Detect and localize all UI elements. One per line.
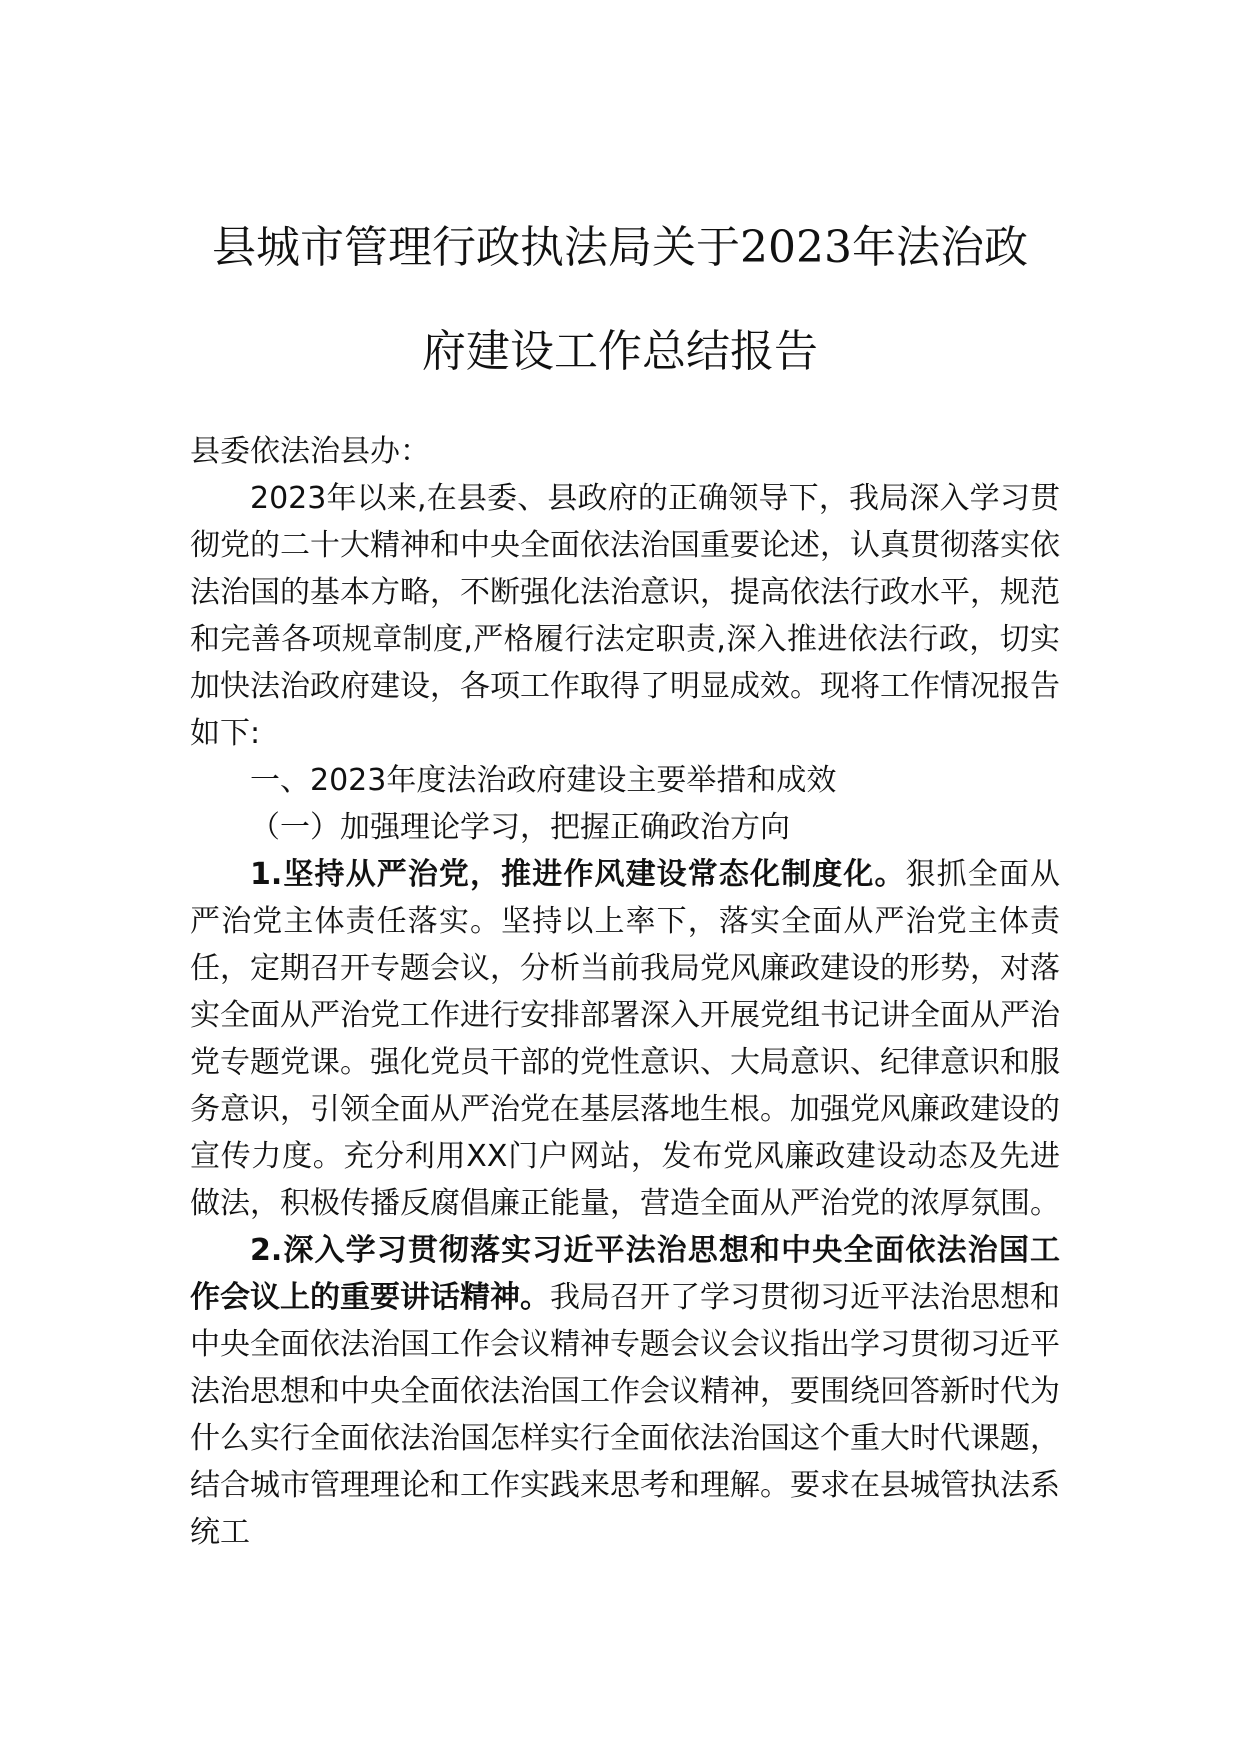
item-2-lead: 2.深入学习贯彻落实习近平法治思想和中央全面依法治国工作会议上的重要讲话精神。 bbox=[190, 1233, 1060, 1315]
item-2-paragraph bbox=[190, 1227, 1060, 1556]
subsection-heading-1: （一）加强理论学习，把握正确政治方向 bbox=[250, 810, 790, 845]
section-heading-1: 一、2023年度法治政府建设主要举措和成效 bbox=[250, 763, 837, 798]
item-1-text: 狠抓全面从严治党主体责任落实。坚持以上率下，落实全面从严治党主体责任，定期召开专题会议，分析当前我局党风廉政建设的形势，对落实全面从严治党工作进行安排部署深入开展党组书记讲全面从严治党专题党课。强化党员干部的党性意识、大局意识、纪律意识和服务意识，引领全面从严治党在基层落地生根。加强党风廉政建设的宣传力度。充分利用XX门户网站，发布党风廉政建设动态及先进做法，积极传播反腐倡廉正能量，营造全面从严治党的浓厚氛围。 bbox=[190, 857, 1060, 1221]
document-body bbox=[190, 428, 1060, 1556]
salutation: 县委依法治县办： bbox=[190, 434, 430, 469]
item-1-lead: 1.坚持从严治党，推进作风建设常态化制度化。 bbox=[250, 857, 906, 892]
title-line-2: 府建设工作总结报告 bbox=[422, 326, 818, 377]
intro-paragraph: 2023年以来,在县委、县政府的正确领导下，我局深入学习贯彻党的二十大精神和中央全面依法治国重要论述，认真贯彻落实依法治国的基本方略，不断强化法治意识，提高依法行政水平，规范和完善各项规章制度,严格履行法定职责,深入推进依法行政，切实加快法治政府建设，各项工作取得了明显成效。现将工作情况报告如下: bbox=[190, 481, 1060, 751]
document-title bbox=[170, 196, 1070, 404]
item-2-text: 我局召开了学习贯彻习近平法治思想和中央全面依法治国工作会议精神专题会议会议指出学习贯彻习近平法治思想和中央全面依法治国工作会议精神，要围绕回答新时代为什么实行全面依法治国怎样实行全面依法治国这个重大时代课题，结合城市管理理论和工作实践来思考和理解。要求在县城管执法系统工 bbox=[190, 1280, 1060, 1550]
title-line-1: 县城市管理行政执法局关于2023年法治政 bbox=[212, 222, 1028, 273]
item-1-paragraph bbox=[190, 851, 1060, 1227]
